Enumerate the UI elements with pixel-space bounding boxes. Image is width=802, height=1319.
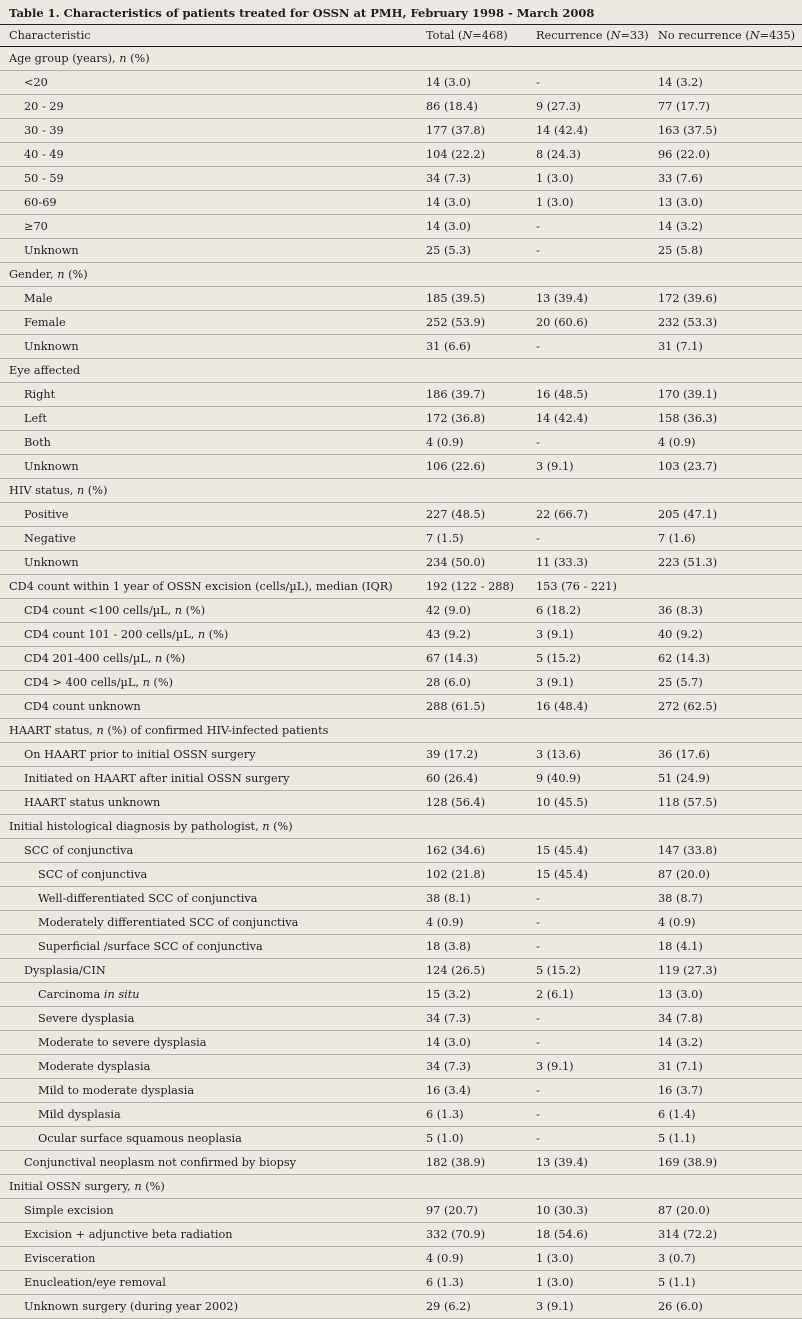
row-no-recurrence: 118 (57.5) [658, 796, 718, 809]
table-row [0, 119, 802, 143]
table-row [0, 167, 802, 191]
row-no-recurrence: 33 (7.6) [658, 172, 703, 185]
row-characteristic: CD4 > 400 cells/µL, n (%) [24, 676, 173, 689]
row-recurrence: 16 (48.4) [536, 700, 588, 713]
row-no-recurrence: 36 (17.6) [658, 748, 710, 761]
row-characteristic: Eye affected [9, 364, 81, 377]
row-recurrence: - [536, 940, 540, 953]
row-no-recurrence: 272 (62.5) [658, 700, 718, 713]
row-characteristic: Gender, n (%) [9, 268, 88, 281]
row-no-recurrence: 40 (9.2) [658, 628, 703, 641]
row-total [426, 263, 536, 287]
row-characteristic: 30 - 39 [24, 124, 64, 137]
row-total: 25 (5.3) [426, 244, 471, 257]
row-recurrence: - [536, 532, 540, 545]
row-total: 128 (56.4) [426, 796, 486, 809]
row-recurrence [536, 479, 658, 503]
row-no-recurrence: 62 (14.3) [658, 652, 710, 665]
row-total: 86 (18.4) [426, 100, 478, 113]
table-row [0, 527, 802, 551]
row-no-recurrence: 31 (7.1) [658, 1060, 703, 1073]
row-characteristic: 20 - 29 [24, 100, 64, 113]
row-recurrence: - [536, 916, 540, 929]
table-row [0, 983, 802, 1007]
row-no-recurrence: 25 (5.7) [658, 676, 703, 689]
row-characteristic: Simple excision [24, 1204, 114, 1217]
table-row [0, 1199, 802, 1223]
table-row [0, 839, 802, 863]
row-characteristic: Well-differentiated SCC of conjunctiva [38, 892, 258, 905]
table-row [0, 959, 802, 983]
row-total: 186 (39.7) [426, 388, 486, 401]
row-recurrence: 10 (30.3) [536, 1204, 588, 1217]
row-total: 7 (1.5) [426, 532, 464, 545]
row-total: 18 (3.8) [426, 940, 471, 953]
table-row [0, 815, 802, 839]
row-no-recurrence: 13 (3.0) [658, 988, 703, 1001]
header-total: Total (N=468) [426, 29, 508, 42]
row-characteristic: CD4 count 101 - 200 cells/µL, n (%) [24, 628, 229, 641]
row-no-recurrence: 13 (3.0) [658, 196, 703, 209]
row-recurrence: 3 (9.1) [536, 628, 574, 641]
row-total: 182 (38.9) [426, 1156, 486, 1169]
row-no-recurrence: 163 (37.5) [658, 124, 718, 137]
row-characteristic: CD4 201-400 cells/µL, n (%) [24, 652, 186, 665]
table-row [0, 695, 802, 719]
row-characteristic: Right [24, 388, 56, 401]
row-total: 5 (1.0) [426, 1132, 464, 1145]
row-total: 102 (21.8) [426, 868, 486, 881]
table-row [0, 1007, 802, 1031]
row-no-recurrence: 87 (20.0) [658, 868, 710, 881]
row-recurrence: - [536, 1036, 540, 1049]
table-row [0, 1175, 802, 1199]
row-total: 14 (3.0) [426, 76, 471, 89]
row-recurrence [536, 719, 658, 743]
row-no-recurrence: 87 (20.0) [658, 1204, 710, 1217]
table-row [0, 1295, 802, 1319]
row-no-recurrence: 170 (39.1) [658, 388, 718, 401]
table-row [0, 863, 802, 887]
table-row [0, 479, 802, 503]
row-recurrence [536, 359, 658, 383]
table-row [0, 911, 802, 935]
table-header [0, 25, 802, 47]
row-total: 14 (3.0) [426, 220, 471, 233]
row-total: 6 (1.3) [426, 1108, 464, 1121]
table-row [0, 239, 802, 263]
row-recurrence: 15 (45.4) [536, 844, 588, 857]
row-recurrence: 9 (40.9) [536, 772, 581, 785]
table-row [0, 767, 802, 791]
row-characteristic: HAART status, n (%) of confirmed HIV-infected patients [9, 724, 329, 737]
row-recurrence: 15 (45.4) [536, 868, 588, 881]
row-total: 29 (6.2) [426, 1300, 471, 1313]
row-characteristic: Both [24, 436, 51, 449]
row-no-recurrence: 16 (3.7) [658, 1084, 703, 1097]
table-row [0, 263, 802, 287]
row-total: 38 (8.1) [426, 892, 471, 905]
row-total [426, 359, 536, 383]
row-recurrence: 3 (9.1) [536, 460, 574, 473]
row-recurrence: 3 (13.6) [536, 748, 581, 761]
row-characteristic: Initial OSSN surgery, n (%) [9, 1180, 165, 1193]
row-no-recurrence [658, 479, 802, 503]
row-no-recurrence: 26 (6.0) [658, 1300, 703, 1313]
row-recurrence: 5 (15.2) [536, 652, 581, 665]
table-row [0, 311, 802, 335]
row-no-recurrence: 14 (3.2) [658, 1036, 703, 1049]
row-characteristic: Superficial /surface SCC of conjunctiva [38, 940, 263, 953]
row-total: 177 (37.8) [426, 124, 486, 137]
row-recurrence: 5 (15.2) [536, 964, 581, 977]
table-row [0, 647, 802, 671]
table-row [0, 935, 802, 959]
row-characteristic: Positive [24, 508, 69, 521]
row-recurrence: - [536, 1084, 540, 1097]
table-row [0, 95, 802, 119]
row-recurrence: - [536, 1132, 540, 1145]
table-caption: Table 1. Characteristics of patients treated for OSSN at PMH, February 1998 - March 2008 [9, 6, 595, 20]
row-no-recurrence: 5 (1.1) [658, 1276, 696, 1289]
table-row [0, 887, 802, 911]
row-total: 31 (6.6) [426, 340, 471, 353]
row-total: 162 (34.6) [426, 844, 486, 857]
table-row [0, 431, 802, 455]
row-characteristic: <20 [24, 76, 48, 89]
table-body [0, 47, 802, 1319]
row-characteristic: Mild to moderate dysplasia [38, 1084, 195, 1097]
table-row [0, 407, 802, 431]
row-characteristic: Age group (years), n (%) [9, 52, 150, 65]
row-characteristic: Unknown surgery (during year 2002) [24, 1300, 238, 1313]
header-no-recurrence: No recurrence (N=435) [658, 29, 796, 42]
row-total: 15 (3.2) [426, 988, 471, 1001]
row-recurrence [536, 47, 658, 71]
row-recurrence: 22 (66.7) [536, 508, 588, 521]
table-row [0, 719, 802, 743]
row-recurrence [536, 263, 658, 287]
row-total: 6 (1.3) [426, 1276, 464, 1289]
header-recurrence: Recurrence (N=33) [536, 29, 649, 42]
row-characteristic: 50 - 59 [24, 172, 64, 185]
row-no-recurrence [658, 1175, 802, 1199]
row-no-recurrence: 31 (7.1) [658, 340, 703, 353]
row-no-recurrence: 205 (47.1) [658, 508, 718, 521]
row-no-recurrence: 25 (5.8) [658, 244, 703, 257]
table-row [0, 1103, 802, 1127]
row-no-recurrence: 36 (8.3) [658, 604, 703, 617]
row-characteristic: CD4 count <100 cells/µL, n (%) [24, 604, 206, 617]
row-no-recurrence [658, 263, 802, 287]
row-no-recurrence: 38 (8.7) [658, 892, 703, 905]
row-characteristic: ≥70 [24, 220, 48, 233]
row-total [426, 47, 536, 71]
row-recurrence [536, 1175, 658, 1199]
table-row [0, 623, 802, 647]
row-no-recurrence: 119 (27.3) [658, 964, 718, 977]
row-total: 34 (7.3) [426, 172, 471, 185]
row-recurrence: 14 (42.4) [536, 412, 588, 425]
table-row [0, 47, 802, 71]
row-characteristic: Male [24, 292, 53, 305]
row-total: 34 (7.3) [426, 1012, 471, 1025]
row-recurrence: - [536, 892, 540, 905]
table-row [0, 359, 802, 383]
row-characteristic: Ocular surface squamous neoplasia [38, 1132, 242, 1145]
table-row [0, 287, 802, 311]
table-row [0, 671, 802, 695]
row-characteristic: CD4 count within 1 year of OSSN excision (cells/µL), median (IQR) [9, 580, 393, 593]
row-no-recurrence [658, 575, 802, 599]
row-characteristic: Moderate dysplasia [38, 1060, 151, 1073]
row-total [426, 1175, 536, 1199]
row-recurrence: 153 (76 - 221) [536, 580, 617, 593]
row-total: 124 (26.5) [426, 964, 486, 977]
row-recurrence: 1 (3.0) [536, 1252, 574, 1265]
row-characteristic: Evisceration [24, 1252, 96, 1265]
row-recurrence: 1 (3.0) [536, 196, 574, 209]
row-characteristic: Initiated on HAART after initial OSSN surgery [24, 772, 290, 785]
table-row [0, 215, 802, 239]
row-recurrence: 3 (9.1) [536, 1300, 574, 1313]
table-row [0, 575, 802, 599]
row-no-recurrence: 14 (3.2) [658, 220, 703, 233]
row-characteristic: Unknown [24, 340, 79, 353]
row-recurrence: - [536, 1108, 540, 1121]
row-total: 185 (39.5) [426, 292, 486, 305]
row-recurrence: - [536, 436, 540, 449]
row-no-recurrence: 158 (36.3) [658, 412, 718, 425]
table-row [0, 71, 802, 95]
table-row [0, 335, 802, 359]
table-row [0, 1247, 802, 1271]
row-total [426, 719, 536, 743]
row-characteristic: Initial histological diagnosis by pathologist, n (%) [9, 820, 293, 833]
row-characteristic: 40 - 49 [24, 148, 64, 161]
row-recurrence: 3 (9.1) [536, 1060, 574, 1073]
row-characteristic: Moderately differentiated SCC of conjunctiva [38, 916, 299, 929]
table-row [0, 599, 802, 623]
row-total: 97 (20.7) [426, 1204, 478, 1217]
row-total: 288 (61.5) [426, 700, 486, 713]
row-characteristic: Left [24, 412, 47, 425]
table-row [0, 503, 802, 527]
table-row [0, 1223, 802, 1247]
row-no-recurrence: 7 (1.6) [658, 532, 696, 545]
row-characteristic: SCC of conjunctiva [38, 868, 148, 881]
row-no-recurrence [658, 719, 802, 743]
row-recurrence: 16 (48.5) [536, 388, 588, 401]
row-total: 106 (22.6) [426, 460, 486, 473]
row-total: 4 (0.9) [426, 436, 464, 449]
table-row [0, 791, 802, 815]
row-no-recurrence: 172 (39.6) [658, 292, 718, 305]
row-recurrence: 11 (33.3) [536, 556, 588, 569]
table-row [0, 1271, 802, 1295]
row-characteristic: HIV status, n (%) [9, 484, 108, 497]
table-row [0, 1151, 802, 1175]
row-recurrence: 13 (39.4) [536, 292, 588, 305]
table-row [0, 383, 802, 407]
table-row [0, 1127, 802, 1151]
row-recurrence: 20 (60.6) [536, 316, 588, 329]
row-total: 39 (17.2) [426, 748, 478, 761]
row-recurrence: 6 (18.2) [536, 604, 581, 617]
row-characteristic: On HAART prior to initial OSSN surgery [24, 748, 256, 761]
row-total [426, 479, 536, 503]
row-total: 42 (9.0) [426, 604, 471, 617]
row-no-recurrence: 77 (17.7) [658, 100, 710, 113]
row-no-recurrence: 232 (53.3) [658, 316, 718, 329]
row-no-recurrence: 223 (51.3) [658, 556, 718, 569]
row-no-recurrence: 96 (22.0) [658, 148, 710, 161]
row-characteristic: Negative [24, 532, 76, 545]
row-no-recurrence [658, 47, 802, 71]
row-total: 234 (50.0) [426, 556, 486, 569]
row-no-recurrence: 169 (38.9) [658, 1156, 718, 1169]
row-characteristic: 60-69 [24, 196, 57, 209]
row-recurrence: - [536, 220, 540, 233]
row-total: 34 (7.3) [426, 1060, 471, 1073]
table-row [0, 1055, 802, 1079]
row-no-recurrence [658, 359, 802, 383]
row-total: 4 (0.9) [426, 916, 464, 929]
row-total: 332 (70.9) [426, 1228, 486, 1241]
row-recurrence: - [536, 244, 540, 257]
row-no-recurrence: 6 (1.4) [658, 1108, 696, 1121]
row-recurrence [536, 815, 658, 839]
row-characteristic: SCC of conjunctiva [24, 844, 134, 857]
row-total: 252 (53.9) [426, 316, 486, 329]
row-recurrence: - [536, 340, 540, 353]
row-characteristic: CD4 count unknown [24, 700, 141, 713]
row-characteristic: Enucleation/eye removal [24, 1276, 166, 1289]
header-row [0, 25, 802, 47]
row-recurrence: 14 (42.4) [536, 124, 588, 137]
row-recurrence: - [536, 76, 540, 89]
row-no-recurrence: 3 (0.7) [658, 1252, 696, 1265]
row-total: 4 (0.9) [426, 1252, 464, 1265]
row-no-recurrence: 103 (23.7) [658, 460, 718, 473]
characteristics-table [0, 24, 802, 1319]
row-characteristic: Moderate to severe dysplasia [38, 1036, 207, 1049]
row-characteristic: Severe dysplasia [38, 1012, 135, 1025]
table-row [0, 743, 802, 767]
row-characteristic: Conjunctival neoplasm not confirmed by biopsy [24, 1156, 297, 1169]
row-total: 14 (3.0) [426, 196, 471, 209]
table-row [0, 143, 802, 167]
row-total: 192 (122 - 288) [426, 580, 515, 593]
row-no-recurrence: 51 (24.9) [658, 772, 710, 785]
row-total: 67 (14.3) [426, 652, 478, 665]
row-total: 172 (36.8) [426, 412, 486, 425]
row-no-recurrence: 314 (72.2) [658, 1228, 718, 1241]
row-characteristic: Unknown [24, 460, 79, 473]
row-no-recurrence: 147 (33.8) [658, 844, 718, 857]
row-characteristic: Unknown [24, 556, 79, 569]
row-no-recurrence: 4 (0.9) [658, 916, 696, 929]
row-recurrence: 2 (6.1) [536, 988, 574, 1001]
row-recurrence: 18 (54.6) [536, 1228, 588, 1241]
row-characteristic: Mild dysplasia [38, 1108, 121, 1121]
row-total: 227 (48.5) [426, 508, 486, 521]
row-total [426, 815, 536, 839]
row-total: 28 (6.0) [426, 676, 471, 689]
row-recurrence: 1 (3.0) [536, 1276, 574, 1289]
row-characteristic: Unknown [24, 244, 79, 257]
row-characteristic: Female [24, 316, 66, 329]
table-row [0, 1031, 802, 1055]
row-characteristic: Dysplasia/CIN [24, 964, 106, 977]
row-total: 14 (3.0) [426, 1036, 471, 1049]
row-no-recurrence: 14 (3.2) [658, 76, 703, 89]
table-row [0, 191, 802, 215]
row-no-recurrence [658, 815, 802, 839]
row-recurrence: - [536, 1012, 540, 1025]
header-characteristic: Characteristic [9, 29, 91, 42]
row-recurrence: 1 (3.0) [536, 172, 574, 185]
row-total: 60 (26.4) [426, 772, 478, 785]
table-row [0, 455, 802, 479]
row-no-recurrence: 4 (0.9) [658, 436, 696, 449]
row-recurrence: 3 (9.1) [536, 676, 574, 689]
row-total: 43 (9.2) [426, 628, 471, 641]
row-recurrence: 13 (39.4) [536, 1156, 588, 1169]
row-total: 16 (3.4) [426, 1084, 471, 1097]
row-total: 104 (22.2) [426, 148, 486, 161]
row-characteristic: HAART status unknown [24, 796, 161, 809]
row-no-recurrence: 18 (4.1) [658, 940, 703, 953]
row-recurrence: 9 (27.3) [536, 100, 581, 113]
row-recurrence: 10 (45.5) [536, 796, 588, 809]
table-row [0, 1079, 802, 1103]
row-characteristic: Excision + adjunctive beta radiation [24, 1228, 233, 1241]
row-recurrence: 8 (24.3) [536, 148, 581, 161]
row-characteristic: Carcinoma in situ [38, 988, 140, 1001]
row-no-recurrence: 34 (7.8) [658, 1012, 703, 1025]
row-no-recurrence: 5 (1.1) [658, 1132, 696, 1145]
table-row [0, 551, 802, 575]
